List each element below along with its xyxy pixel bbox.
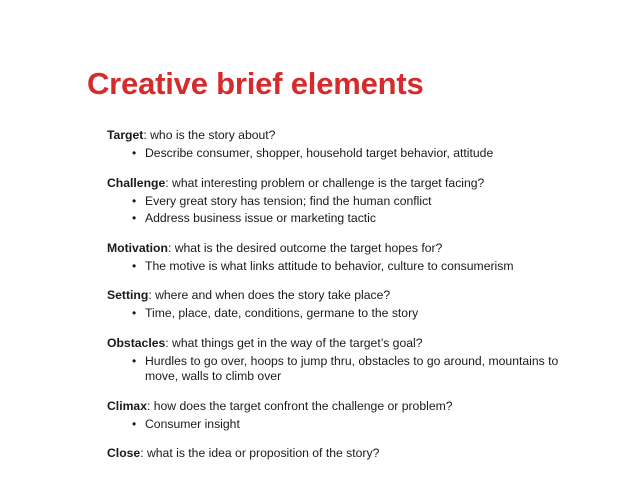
bullet-item [107, 354, 577, 385]
section-heading [107, 444, 577, 462]
bullet-list [107, 146, 577, 162]
bullet-text: The motive is what links attitude to behavior, culture to consumerism [145, 258, 514, 273]
term: Close [107, 446, 141, 460]
bullet-text: Consumer insight [145, 416, 240, 431]
section-heading [107, 174, 577, 192]
bullet-item [107, 259, 577, 275]
bullet-text: Every great story has tension; find the human conflict [145, 193, 432, 208]
section-heading [107, 126, 577, 144]
bullet-item [107, 194, 577, 210]
bullet-icon: • [132, 211, 137, 225]
term: Setting [107, 288, 149, 302]
term: Motivation [107, 240, 168, 255]
bullet-icon: • [132, 306, 137, 320]
term-description: : what is the desired outcome the target hopes for? [167, 240, 443, 255]
section-climax [107, 397, 577, 433]
section-heading [107, 397, 577, 415]
bullet-list [107, 417, 577, 433]
bullet-icon: • [132, 258, 137, 273]
bullet-icon: • [132, 193, 137, 208]
bullet-item [107, 417, 577, 433]
bullet-icon: • [132, 146, 137, 160]
section-obstacles [107, 334, 577, 385]
bullet-icon: • [132, 353, 137, 368]
section-motivation [107, 239, 577, 275]
slide-title: Creative brief elements [87, 66, 424, 101]
section-setting [107, 286, 577, 322]
bullet-text: Time, place, date, conditions, germane to the story [145, 306, 419, 320]
bullet-list [107, 306, 577, 322]
bullet-text: Hurdles to go over, hoops to jump thru, obstacles to go around, mountains to move, walls to climb over [145, 353, 559, 383]
bullet-item [107, 146, 577, 162]
bullet-item [107, 211, 577, 227]
section-heading [107, 286, 577, 304]
bullet-text: Describe consumer, shopper, household target behavior, attitude [145, 146, 494, 160]
term-description: : where and when does the story take place? [148, 288, 391, 302]
slide-content [107, 126, 577, 462]
term-description: : what things get in the way of the target’s goal? [165, 335, 423, 350]
section-heading [107, 334, 577, 352]
term: Target [107, 128, 144, 142]
term: Obstacles [107, 335, 166, 350]
section-target [107, 126, 577, 162]
term-description: : what is the idea or proposition of the story? [140, 446, 380, 460]
bullet-list [107, 354, 577, 385]
section-close [107, 444, 577, 462]
section-challenge [107, 174, 577, 227]
term: Climax [107, 398, 147, 413]
term-description: : what interesting problem or challenge is the target facing? [165, 175, 485, 190]
bullet-text: Address business issue or marketing tactic [145, 211, 376, 225]
term: Challenge [107, 175, 166, 190]
term-description: : how does the target confront the challenge or problem? [146, 398, 453, 413]
bullet-item [107, 306, 577, 322]
term-description: : who is the story about? [143, 128, 276, 142]
bullet-icon: • [132, 416, 137, 431]
bullet-list [107, 259, 577, 275]
section-heading [107, 239, 577, 257]
bullet-list [107, 194, 577, 227]
